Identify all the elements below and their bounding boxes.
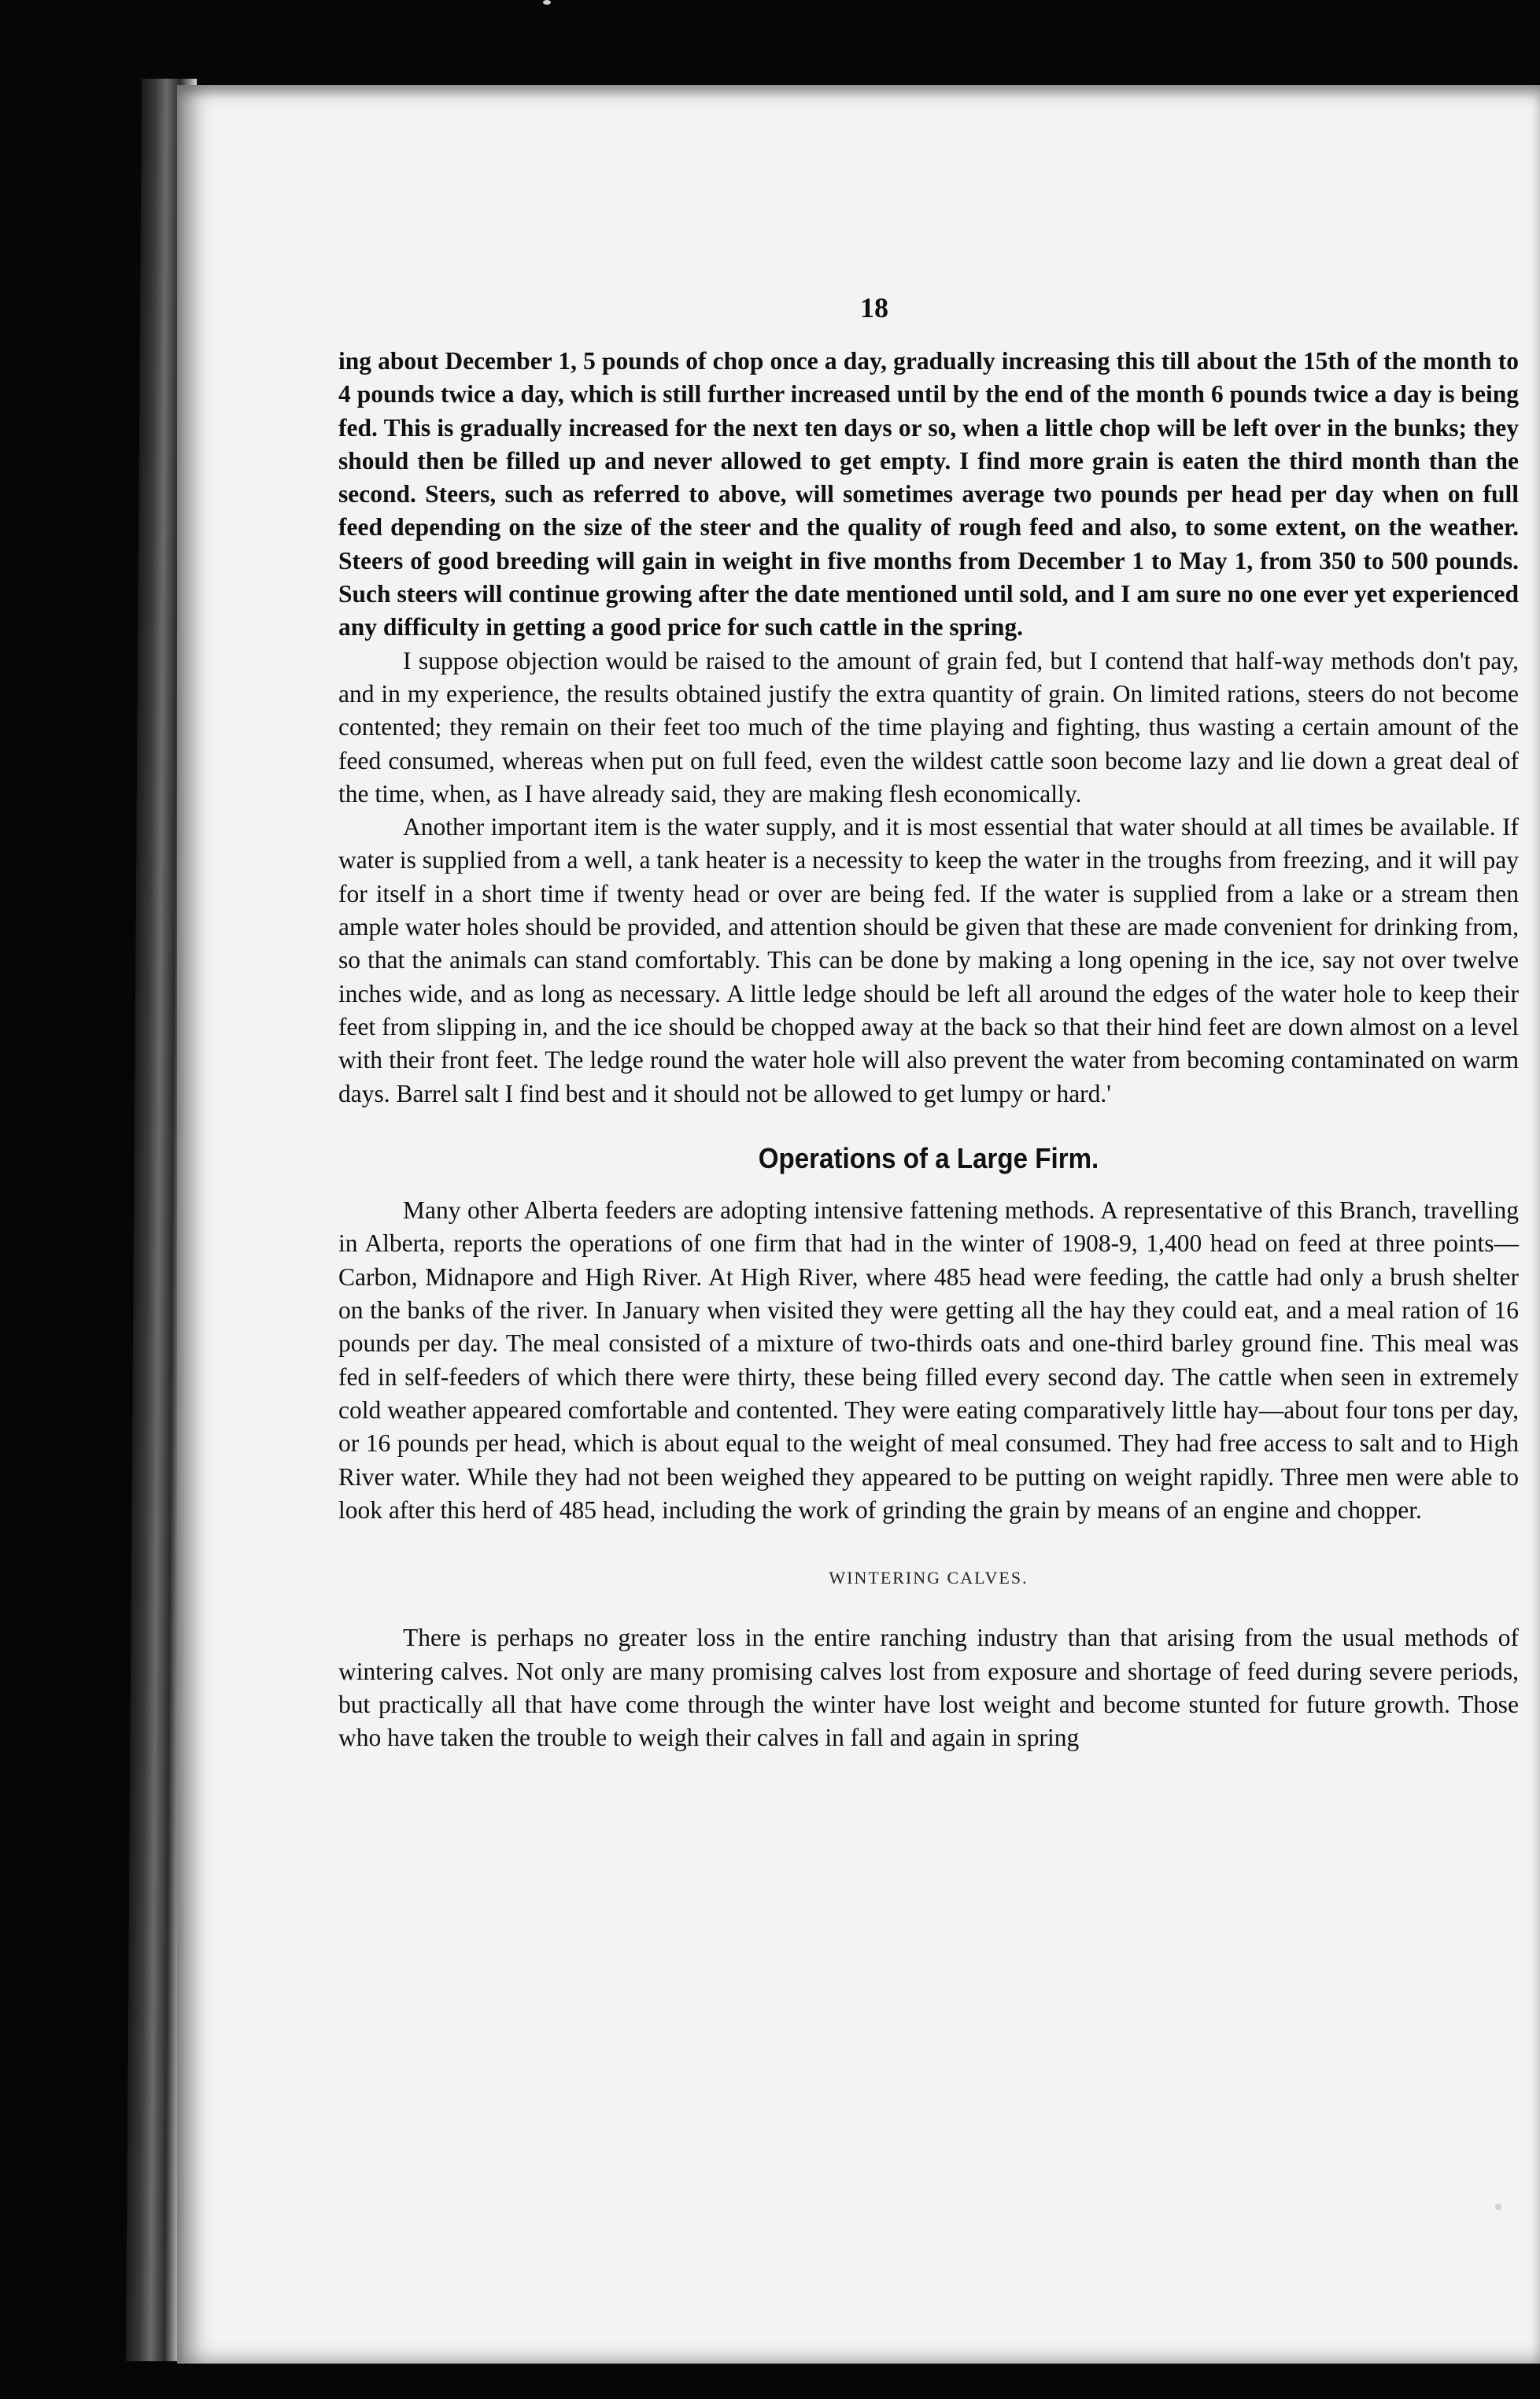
- paragraph-wintering-calves: There is perhaps no greater loss in the entire ranching industry than that arising from the usual methods of wintering calves. Not only are many promising calves lost from exposure and shortage of feed during severe periods, but practically all that have come through the winter have lost weight and become stunted for future growth. Those who have taken the trouble to weigh their calves in fall and again in spring: [338, 1624, 1519, 1752]
- page-number: 18: [860, 292, 888, 323]
- subheading-wintering-calves: WINTERING CALVES.: [829, 1568, 1029, 1588]
- book-page: [177, 85, 1540, 2364]
- page-body: [338, 345, 1519, 1755]
- paragraph-grain-objection: I suppose objection would be raised to the amount of grain fed, but I contend that half-way methods don't pay, and in my experience, the results obtained justify the extra quantity of grain. On limited rations, steers do not become contented; they remain on their feet too much of the time playing and fighting, thus wasting a certain amount of the feed consumed, whereas when put on full feed, even the wildest cattle soon become lazy and lie down a great deal of the time, when, as I have already said, they are making flesh economically.: [338, 646, 1519, 808]
- scan-speck: [1495, 2204, 1501, 2210]
- paragraph-large-firm: Many other Alberta feeders are adopting intensive fattening methods. A representative of this Branch, travelling in Alberta, reports the operations of one firm that had in the winter of 1908-9, 1,400 head on feed at three points—Carbon, Midnapore and High River. At High River, where 485 head were feeding, the cattle had only a brush shelter on the banks of the river. In January when visited they were getting all the hay they could eat, and a meal ration of 16 pounds per day. The meal consisted of a mixture of two-thirds oats and one-third barley ground fine. This meal was fed in self-feeders of which there were thirty, these being filled every second day. The cattle when seen in extremely cold weather appeared comfortable and contented. They were eating comparatively little hay—about four tons per day, or 16 pounds per head, which is about equal to the weight of meal consumed. They had free access to salt and to High River water. While they had not been weighed they appeared to be putting on weight rapidly. Three men were able to look after this herd of 485 head, including the work of grinding the grain by means of an engine and chopper.: [338, 1196, 1519, 1524]
- paragraph-feeding-schedule: ing about December 1, 5 pounds of chop once a day, gradually increasing this till about the 15th of the month to 4 pounds twice a day, which is still further increased until by the end of the month 6 pounds twice a day is being fed. This is gradually increased for the next ten days or so, when a little chop will be left over in the bunks; they should then be filled up and never allowed to get empty. I find more grain is eaten the third month than the second. Steers, such as referred to above, will sometimes average two pounds per head per day when on full feed depending on the size of the steer and the quality of rough feed and also, to some extent, on the weather. Steers of good breeding will gain in weight in five months from December 1 to May 1, from 350 to 500 pounds. Such steers will continue growing after the date mentioned until sold, and I am sure no one ever yet experienced any difficulty in getting a good price for such cattle in the spring.: [338, 347, 1519, 641]
- scan-speck: [543, 0, 551, 5]
- section-heading: Operations of a Large Firm.: [758, 1141, 1099, 1174]
- paragraph-water-supply: Another important item is the water supply, and it is most essential that water should at all times be available. If water is supplied from a well, a tank heater is a necessity to keep the water in the troughs from freezing, and it will pay for itself in a short time if twenty head or over are being fed. If the water is supplied from a lake or a stream then ample water holes should be provided, and attention should be given that these are made convenient for drinking from, so that the animals can stand comfortably. This can be done by making a long opening in the ice, say not over twelve inches wide, and as long as necessary. A little ledge should be left all around the edges of the water hole to keep their feet from slipping in, and the ice should be chopped away at the back so that their hind feet are down almost on a level with their front feet. The ledge round the water hole will also prevent the water from becoming contaminated on warm days. Barrel salt I find best and it should not be allowed to get lumpy or hard.': [338, 813, 1519, 1107]
